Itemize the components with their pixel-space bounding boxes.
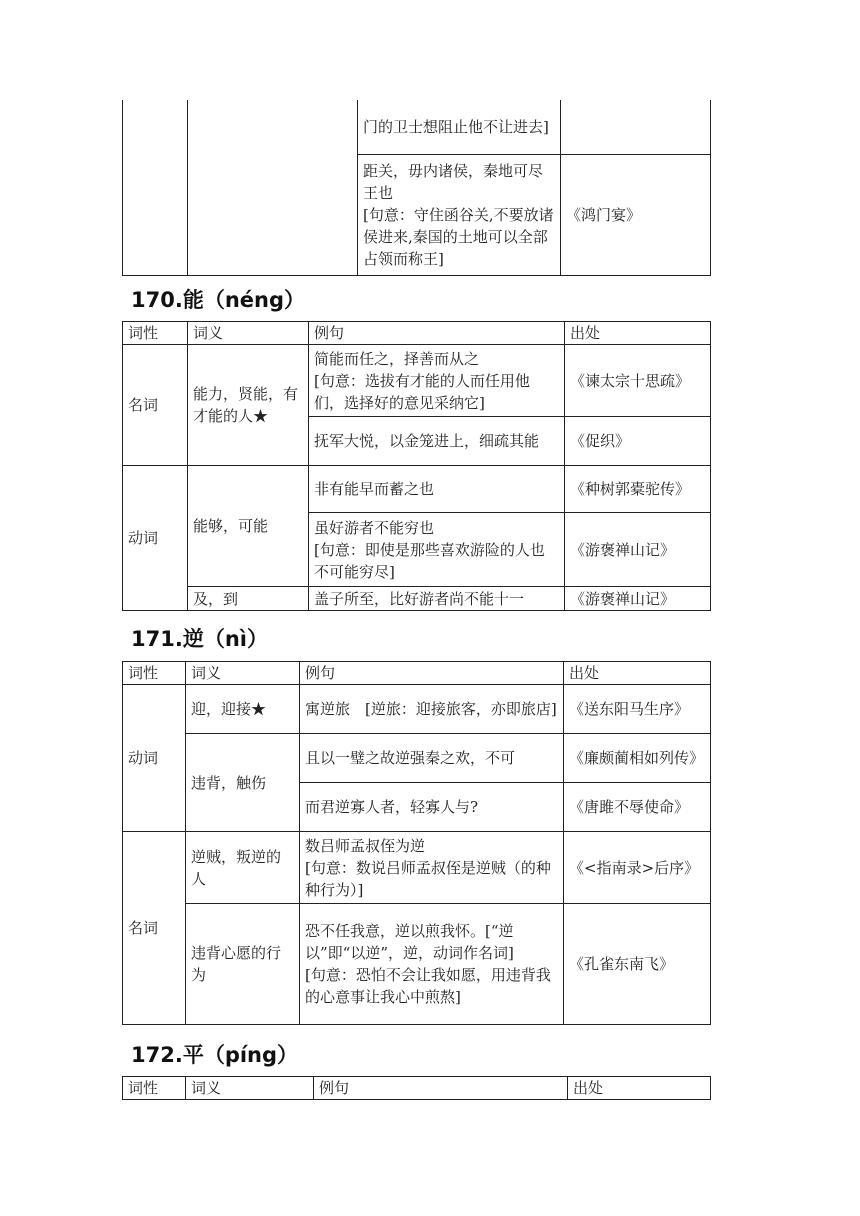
meaning-cell: 逆贼，叛逆的人 — [186, 832, 300, 904]
section-172-table — [122, 1076, 711, 1100]
meaning-cell: 能够，可能 — [188, 466, 309, 587]
example-cell: 抚军大悦，以金笼进上，细疏其能 — [309, 417, 565, 466]
section-171-table-block — [122, 661, 711, 1025]
meaning-cell: 及，到 — [188, 587, 309, 611]
pos-cell: 名词 — [123, 345, 188, 466]
example-cell: 恐不任我意，逆以煎我怀。[“逆以”即“以逆”，逆，动词作名词] [句意：恐怕不会让我如愿，用违背我的心意事让我心中煎熬] — [300, 904, 564, 1025]
header-pos: 词性 — [123, 662, 186, 685]
example-cell: 而君逆寡人者，轻寡人与? — [300, 783, 564, 832]
meaning-cell — [188, 100, 358, 275]
source-cell: 《谏太宗十思疏》 — [565, 345, 711, 417]
example-cell: 寓逆旅 [逆旅：迎接旅客，亦即旅店] — [300, 685, 564, 734]
source-cell: 《种树郭橐驼传》 — [565, 466, 711, 513]
pos-cell — [123, 100, 188, 275]
section-title-171: 171.逆（nì） — [131, 627, 268, 651]
section-172-table-block — [122, 1076, 711, 1100]
source-cell: 《唐雎不辱使命》 — [564, 783, 711, 832]
source-cell — [561, 100, 711, 154]
header-source: 出处 — [564, 662, 711, 685]
source-cell: 《廉颇蔺相如列传》 — [564, 734, 711, 783]
header-meaning: 词义 — [186, 1077, 314, 1100]
header-source: 出处 — [568, 1077, 711, 1100]
section-170-table — [122, 321, 711, 611]
example-cell: 非有能早而蓄之也 — [309, 466, 565, 513]
example-cell: 门的卫士想阻止他不让进去] — [358, 100, 561, 154]
example-cell: 虽好游者不能穷也 [句意：即使是那些喜欢游险的人也不可能穷尽] — [309, 513, 565, 587]
example-cell: 盖子所至，比好游者尚不能十一 — [309, 587, 565, 611]
header-example: 例句 — [314, 1077, 568, 1100]
example-cell: 数吕师孟叔侄为逆 [句意：数说吕师孟叔侄是逆贼（的种种行为）] — [300, 832, 564, 904]
pos-cell: 动词 — [123, 685, 186, 832]
header-example: 例句 — [300, 662, 564, 685]
meaning-cell: 迎，迎接★ — [186, 685, 300, 734]
pos-cell: 动词 — [123, 466, 188, 611]
header-pos: 词性 — [123, 1077, 186, 1100]
meaning-cell: 能力，贤能，有才能的人★ — [188, 345, 309, 466]
source-cell: 《鸿门宴》 — [561, 154, 711, 275]
section-171-table — [122, 661, 711, 1025]
meaning-cell: 违背心愿的行为 — [186, 904, 300, 1025]
section-title-172: 172.平（píng） — [131, 1043, 299, 1067]
source-cell: 《促织》 — [565, 417, 711, 466]
example-cell: 距关，毋内诸侯，秦地可尽王也 [句意：守住函谷关,不要放诸侯进来,秦国的土地可以全部占领而称王] — [358, 154, 561, 275]
header-pos: 词性 — [123, 322, 188, 345]
header-example: 例句 — [309, 322, 565, 345]
source-cell: 《孔雀东南飞》 — [564, 904, 711, 1025]
source-cell: 《送东阳马生序》 — [564, 685, 711, 734]
source-cell: 《游褒禅山记》 — [565, 587, 711, 611]
section-title-170: 170.能（néng） — [131, 288, 305, 312]
header-meaning: 词义 — [188, 322, 309, 345]
source-cell: 《<指南录>后序》 — [564, 832, 711, 904]
continuation-table-block — [122, 100, 711, 276]
source-cell: 《游褒禅山记》 — [565, 513, 711, 587]
header-source: 出处 — [565, 322, 711, 345]
example-cell: 且以一璧之故逆强秦之欢，不可 — [300, 734, 564, 783]
header-meaning: 词义 — [186, 662, 300, 685]
pos-cell: 名词 — [123, 832, 186, 1025]
continuation-table — [122, 100, 711, 276]
section-170-table-block — [122, 321, 711, 611]
meaning-cell: 违背，触伤 — [186, 734, 300, 832]
example-cell: 简能而任之，择善而从之 [句意：选拔有才能的人而任用他们，选择好的意见采纳它] — [309, 345, 565, 417]
